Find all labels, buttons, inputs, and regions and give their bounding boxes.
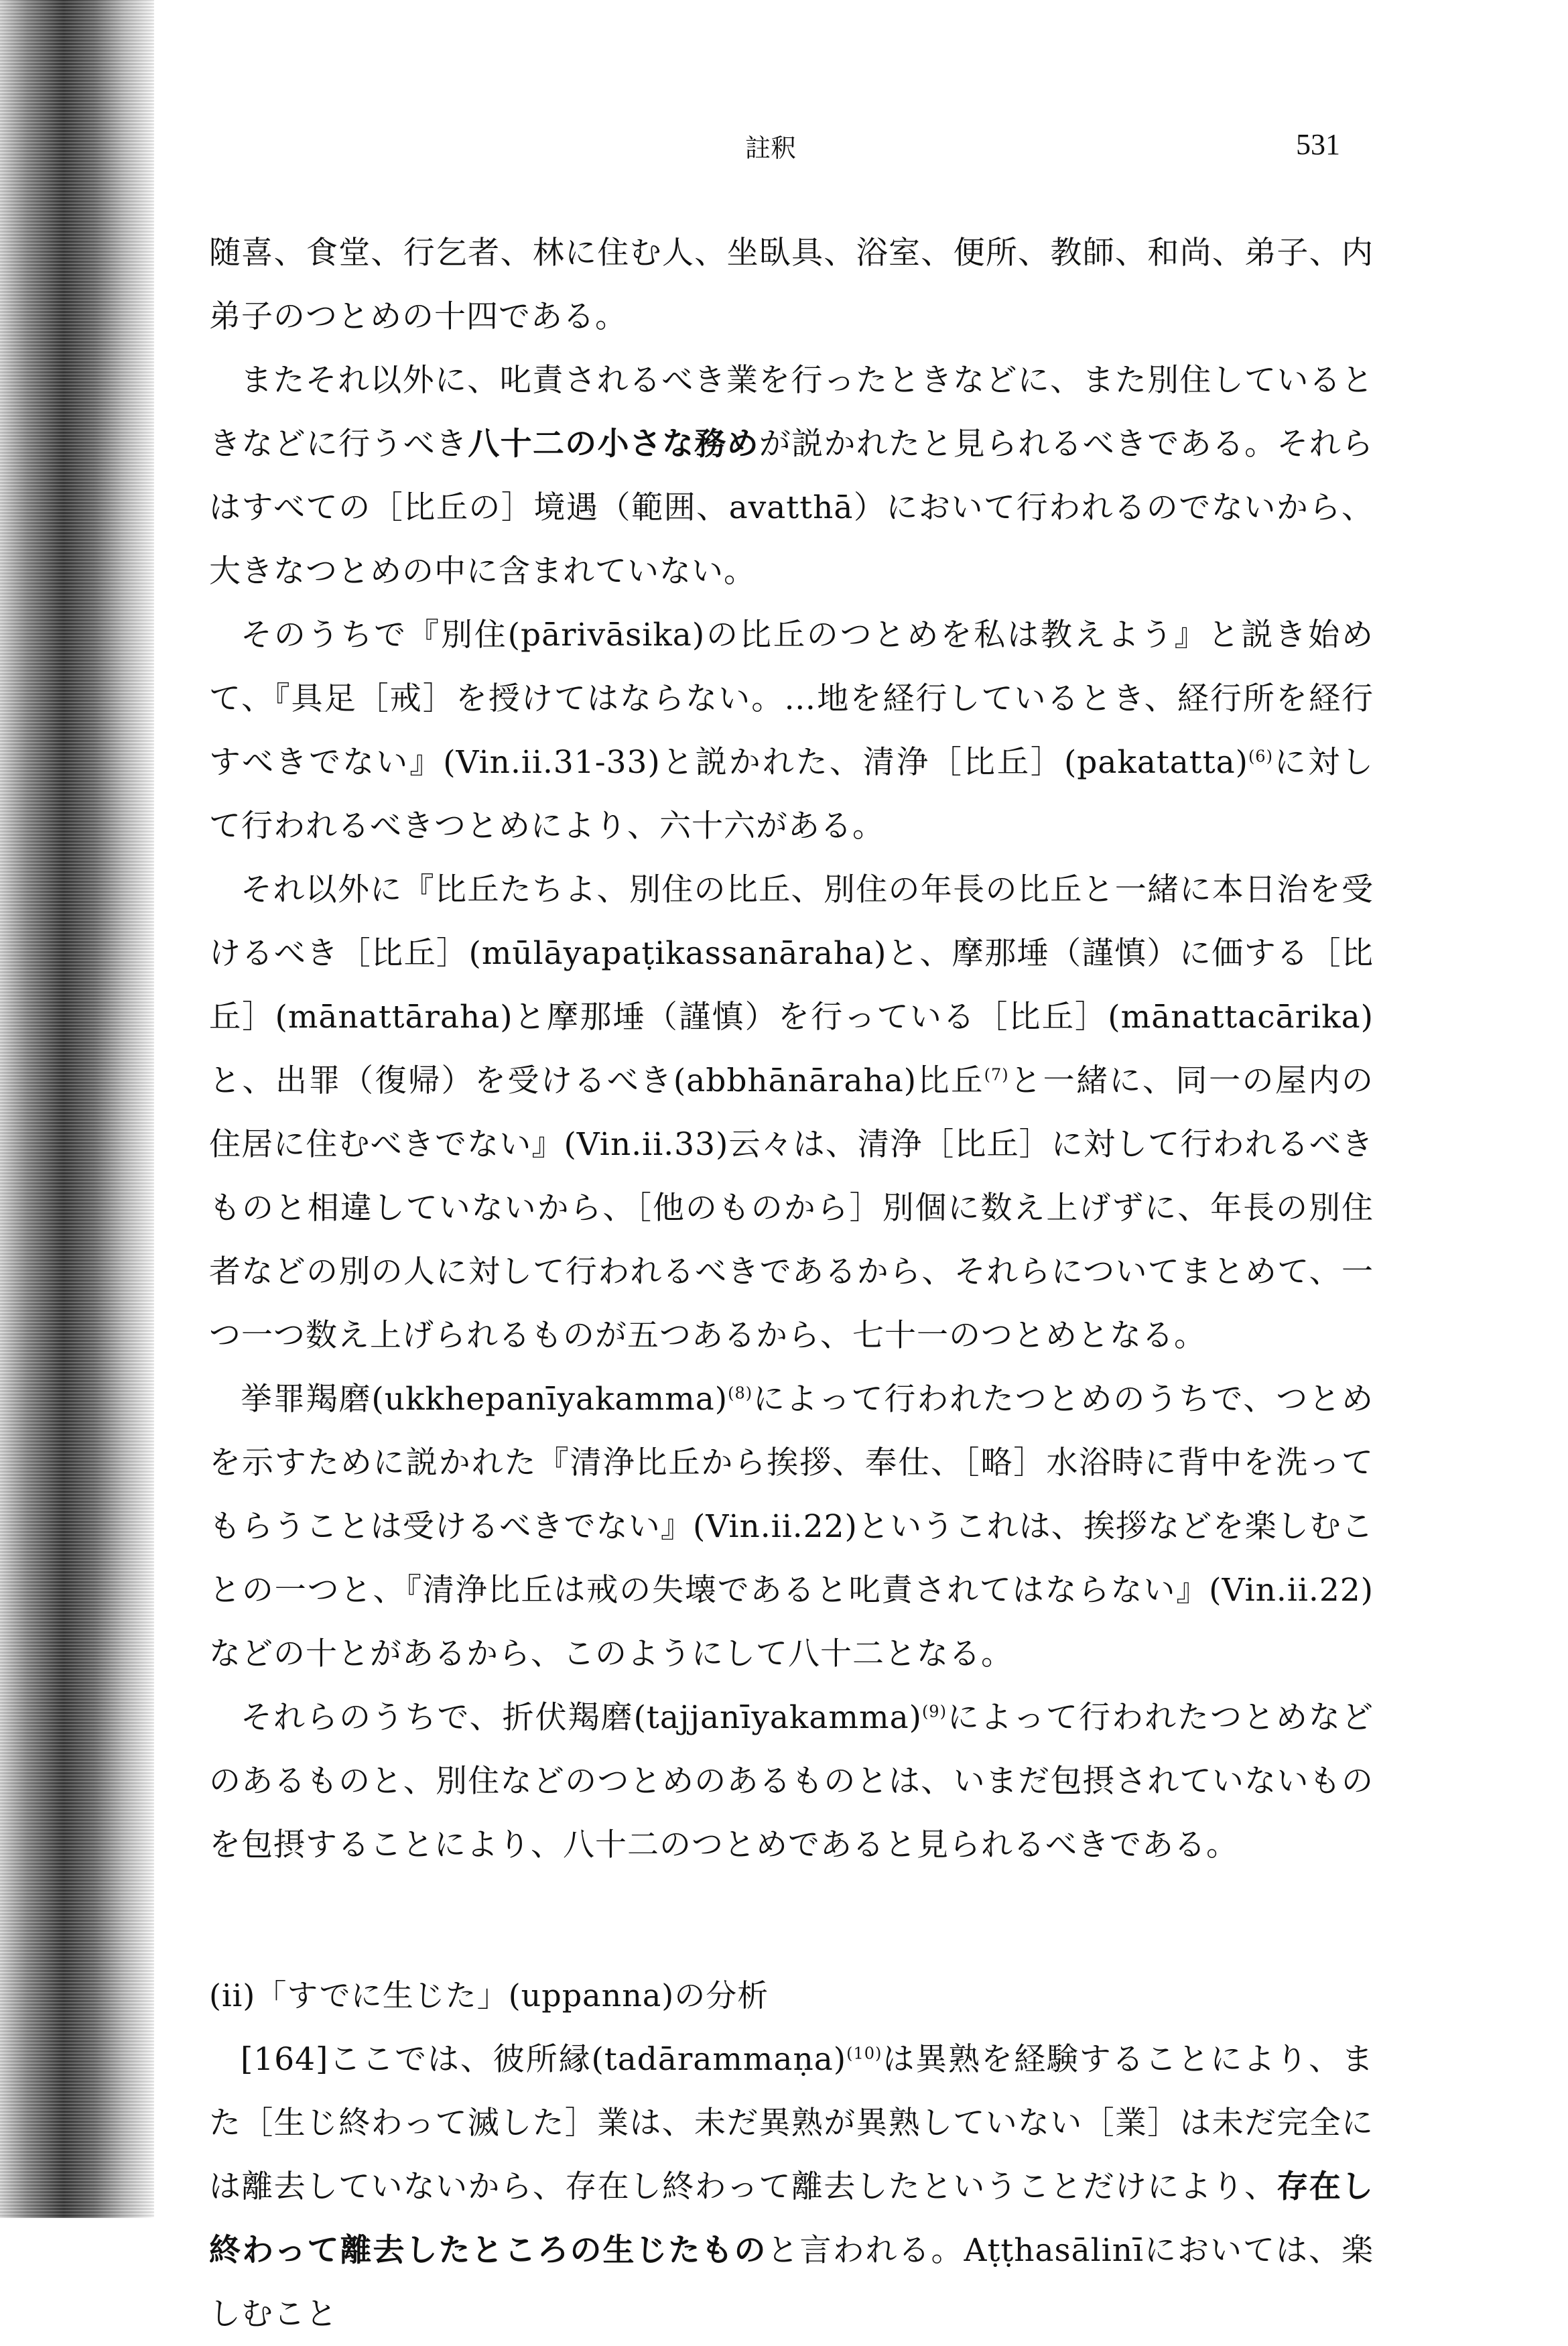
text-span: [164]ここでは、彼所縁(tadārammaṇa) <box>241 2041 847 2078</box>
text-span: またそれ以外に、叱責されるべき業を行ったときなどに、また別住しているときなどに行うべき <box>209 362 1374 462</box>
text-span: と言われる。Aṭṭhasālinīにおいては、楽しむこと <box>209 2232 1374 2333</box>
text-span: が説かれたと見られるべきである。それらはすべての［比丘の］境遇（範囲、avatthā）において行われるのでないから、大きなつとめの中に含まれていない。 <box>209 426 1374 590</box>
text-span: に対して行われるべきつとめにより、六十六がある。 <box>209 744 1374 845</box>
footnote-ref: (7) <box>984 1065 1009 1085</box>
text-span: によって行われたつとめなどのあるものと、別住などのつとめのあるものとは、いまだ包摂されていないものを包摂することにより、八十二のつとめであると見られるべきである。 <box>209 1699 1374 1863</box>
paragraph-1 <box>209 221 1374 349</box>
main-text <box>209 221 1374 2346</box>
paragraph-5 <box>209 1367 1374 1686</box>
running-head: 註釈 <box>744 133 796 163</box>
footnote-ref: (8) <box>728 1383 753 1403</box>
text-span: と一緒に、同一の屋内の住居に住むべきでない』(Vin.ii.33)云々は、清浄［比丘］に対して行われるべきものと相違していないから、［他のものから］別個に数え上げずに、年長の別住者などの別の人に対して行われるべきであるから、それらについてまとめて、一つ一つ数え上げられるものが五つあるから、七十一のつとめとなる。 <box>209 1062 1374 1354</box>
page-number: 531 <box>1296 128 1340 161</box>
page-header <box>201 127 1340 168</box>
bold-term: 八十二の小さな務め <box>468 426 759 462</box>
paragraph-6 <box>209 1686 1374 1877</box>
text-span: それ以外に『比丘たちよ、別住の比丘、別住の年長の比丘と一緒に本日治を受けるべき［比丘］(mūlāyapaṭikassanāraha)と、摩那埵（謹慎）に価する［比丘］(mānattāraha)と摩那埵（謹慎）を行っている［比丘］(mānattacārika)と、出罪（復帰）を受けるべき(abbhānāraha)比丘 <box>209 871 1374 1099</box>
text-span: そのうちで『別住(pārivāsika)の比丘のつとめを私は教えよう』と説き始めて、『具足［戒］を授けてはならない。…地を経行しているとき、経行所を経行すべきでない』(Vin.ii.31-33)と説かれた、清浄［比丘］(pakatatta) <box>209 617 1374 781</box>
section-heading: (ii)「すでに生じた」(uppanna)の分析 <box>209 1977 769 2014</box>
paragraph-7 <box>209 2028 1374 2346</box>
footnote-ref: (9) <box>921 1702 947 1721</box>
paragraph-3 <box>209 603 1374 858</box>
footnote-ref: (10) <box>846 2044 883 2063</box>
text-span: それらのうちで、折伏羯磨(tajjanīyakamma) <box>241 1699 922 1736</box>
scan-shadow-edge <box>0 0 154 2218</box>
text-span: によって行われたつとめのうちで、つとめを示すために説かれた『清浄比丘から挨拶、奉仕、［略］水浴時に背中を洗ってもらうことは受けるべきでない』(Vin.ii.22)というこれは、挨拶などを楽しむことの一つと、『清浄比丘は戒の失壊であると叱責されてはならない』(Vin.ii.22)などの十とがあるから、このようにして八十二となる。 <box>209 1381 1374 1672</box>
paragraph-2 <box>209 349 1374 603</box>
bold-term: 存在し終わって離去したところの生じたもの <box>209 2168 1374 2269</box>
footnote-ref: (6) <box>1248 747 1273 766</box>
text-span: 随喜、食堂、行乞者、林に住む人、坐臥具、浴室、便所、教師、和尚、弟子、内弟子のつとめの十四である。 <box>209 235 1374 335</box>
text-span: は異熟を経験することにより、また［生じ終わって滅した］業は、未だ異熟が異熟していない［業］は未だ完全には離去していないから、存在し終わって離去したということだけにより、 <box>209 2041 1374 2205</box>
text-span: 挙罪羯磨(ukkhepanīyakamma) <box>241 1381 728 1418</box>
paragraph-4 <box>209 858 1374 1367</box>
